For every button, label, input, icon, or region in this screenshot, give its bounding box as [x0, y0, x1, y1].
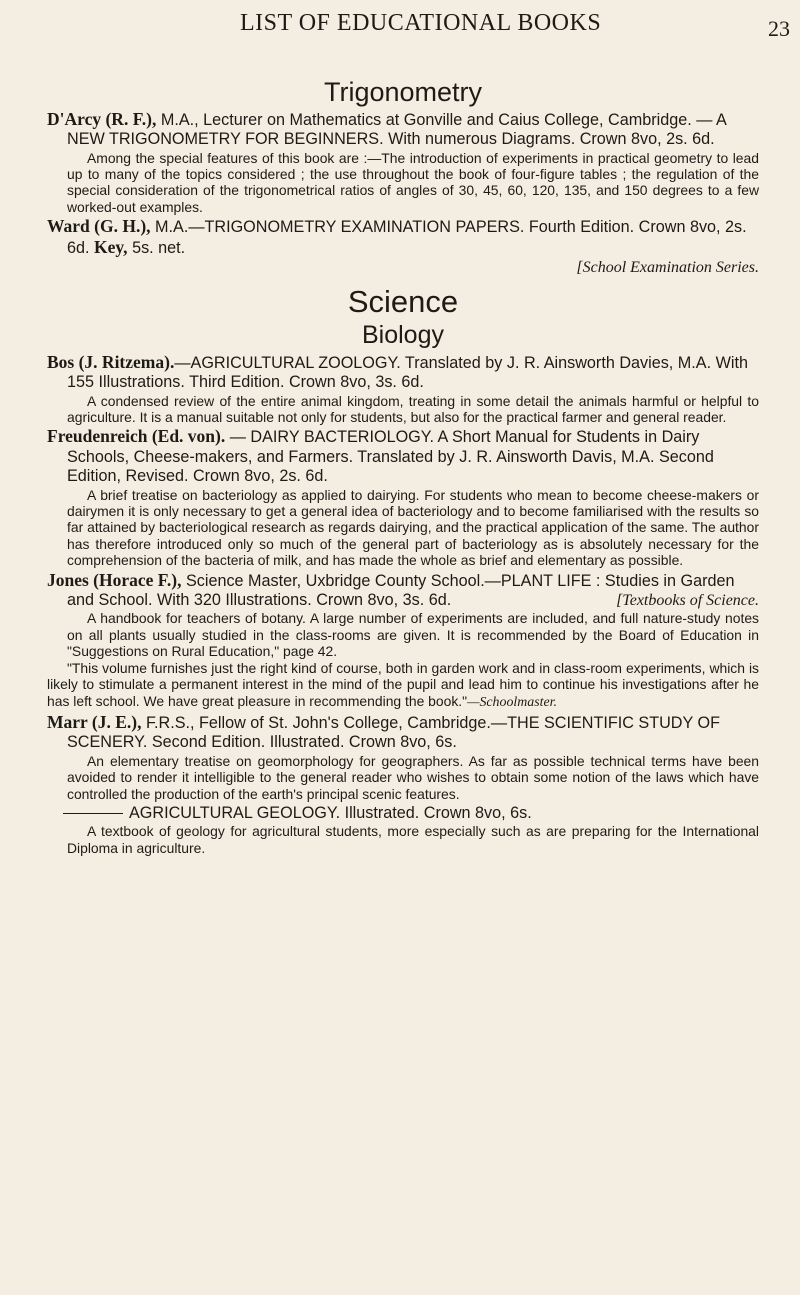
section-title-trigonometry: Trigonometry [323, 77, 483, 107]
entry-author: Bos (J. Ritzema). [47, 351, 175, 372]
entry-description: A textbook of geology for agricultural students, more especially such as are preparing for the International Diploma in agriculture. [67, 823, 759, 856]
entry-marr [47, 713, 759, 802]
page-content [47, 78, 759, 858]
entry-author: Marr (J. E.), [47, 711, 142, 732]
entry-title: Science Master, Uxbridge County School.—PLANT LIFE : Studies in Garden and School. With 320 Illustrations. Crown 8vo, 3s. 6d. [67, 571, 735, 610]
entry-author: Freudenreich (Ed. von). [47, 426, 226, 447]
entry-description: A handbook for teachers of botany. A large number of experiments are included, and full nature-study notes on all plants usually studied in the class-rooms are given. It is recommended by the Board of Education in "Suggestions on Rural Education," page 42. [67, 610, 759, 660]
entry-title: M.A., Lecturer on Mathematics at Gonville and Caius College, Cambridge. — A NEW TRIGONOMETRY FOR BEGINNERS. With numerous Diagrams. Crown 8vo, 2s. 6d. [67, 110, 726, 149]
entry-freudenreich [47, 427, 759, 568]
entry-heading [47, 427, 759, 486]
entry-description: A brief treatise on bacteriology as applied to dairying. For students who mean to become cheese-makers or dairymen it is only necessary to get a general idea of bacteriology and to become familiarised with the results so far attained by bacteriological research as regards dairying, and the practical application of the same. The author has therefore introduced only so much of the general part of bacteriology as is absolutely necessary for the comprehension of the bacteria of milk, and has made the whole as brief and elementary as possible. [67, 486, 759, 569]
entry-series: [School Examination Series. [576, 258, 759, 276]
entry-heading [47, 713, 759, 753]
quote-source: —Schoolmaster. [467, 694, 557, 710]
entry-heading [47, 110, 759, 150]
page-number: 23 [768, 16, 790, 41]
entry-description: A condensed review of the entire animal kingdom, treating in some detail the animals harmful or helpful to agriculture. It is a manual suitable not only for students, but also for the practical farmer and general reader. [67, 392, 759, 425]
entry-heading [47, 217, 759, 258]
entry-title: F.R.S., Fellow of St. John's College, Cambridge.—THE SCIENTIFIC STUDY OF SCENERY. Second Edition. Illustrated. Crown 8vo, 6s. [67, 713, 720, 752]
entry-ward [47, 217, 759, 277]
entry-quote [47, 660, 759, 711]
entry-key-price: 5s. net. [132, 238, 186, 257]
entry-author: Jones (Horace F.), [47, 569, 182, 590]
entry-heading [47, 571, 759, 611]
entry-title: — DAIRY BACTERIOLOGY. A Short Manual for Students in Dairy Schools, Cheese-makers, and Farmers. Translated by J. R. Ainsworth Davis, M.A. Second Edition, Revised. Crown 8vo, 2s. 6d. [67, 428, 714, 486]
entry-bos [47, 353, 759, 426]
running-head [0, 10, 800, 40]
running-title: LIST OF EDUCATIONAL BOOKS [240, 10, 602, 36]
entry-title: —AGRICULTURAL ZOOLOGY. Translated by J. R. Ainsworth Davies, M.A. With 155 Illustrations. Third Edition. Crown 8vo, 3s. 6d. [67, 353, 748, 392]
entry-marr-geology [47, 804, 759, 856]
subsection-title-biology: Biology [362, 321, 444, 350]
entry-darcy [47, 110, 759, 215]
entry-jones [47, 571, 759, 711]
entry-heading [47, 353, 759, 393]
entry-author: D'Arcy (R. F.), [47, 108, 157, 129]
entry-key-label: Key, [94, 236, 128, 257]
entry-series: [Textbooks of Science. [616, 592, 759, 610]
entry-description: Among the special features of this book are :—The introduction of experiments in practical geometry to lead up to many of the topics considered ; the use throughout the book of four-figure tables ; the regulation of the special consideration of the trigonometrical ratios of angles of 30, 45, 60, 120, 135, and 150 degrees to a few worked-out examples. [67, 149, 759, 215]
entry-author: Ward (G. H.), [47, 216, 151, 237]
entry-heading [47, 804, 759, 823]
entry-title: M.A.—TRIGONOMETRY EXAMINATION PAPERS. Fourth Edition. Crown 8vo, 2s. 6d. [67, 218, 747, 257]
entry-title: AGRICULTURAL GEOLOGY. Illustrated. Crown 8vo, 6s. [129, 803, 532, 822]
quote-text: "This volume furnishes just the right kind of course, both in garden work and in class-room experiments, which is likely to stimulate a permanent interest in the mind of the pupil and lead him to continue his investigations after he has left school. We have great pleasure in recommending the book." [47, 659, 759, 709]
entry-description: An elementary treatise on geomorphology for geographers. As far as possible technical terms have been avoided to render it intelligible to the general reader who wishes to obtain some notion of the laws which have controlled the production of the earth's principal scenic features. [67, 752, 759, 802]
ditto-dash [63, 813, 123, 814]
section-title-science: Science [347, 283, 459, 319]
